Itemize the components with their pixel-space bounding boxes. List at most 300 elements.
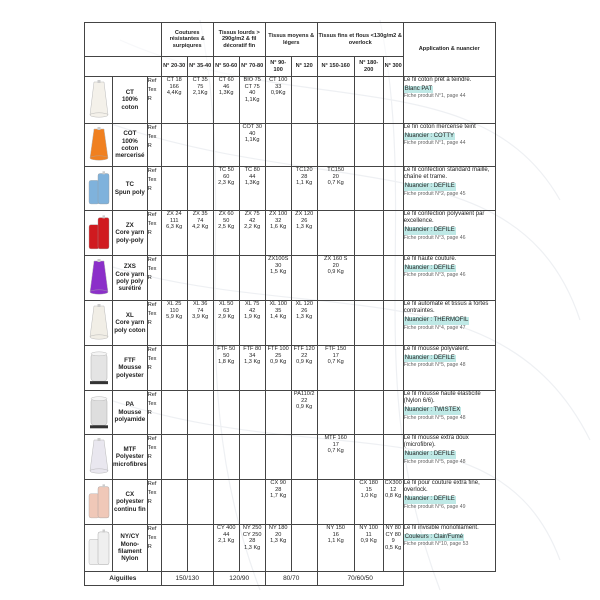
size-header: N° 120 <box>291 57 317 77</box>
spec-cell <box>383 211 403 256</box>
spec-cell <box>291 167 317 211</box>
spec-value: XL 25 <box>166 301 182 307</box>
size-header: N° 20-30 <box>161 57 187 77</box>
spec-value: 5,9 Kg <box>166 314 183 321</box>
nuancier-label: Nuancier : DEFILE <box>404 451 455 458</box>
spec-cell <box>354 301 383 346</box>
product-row <box>85 525 496 572</box>
spec-cell <box>265 256 291 301</box>
spec-value: 4,4Kg <box>166 90 182 97</box>
thread-spool-image <box>85 525 113 572</box>
product-name-line: Core yarn <box>115 319 145 327</box>
thread-spool-image <box>85 480 113 525</box>
spec-value: 1,3 Kg <box>270 538 287 545</box>
spec-cell <box>187 435 213 480</box>
spec-cell <box>161 391 187 435</box>
spec-value: 1,3Kg <box>244 180 260 187</box>
spec-cell <box>354 480 383 525</box>
product-name <box>113 256 148 301</box>
product-name <box>113 346 148 391</box>
spec-cell <box>383 301 403 346</box>
spec-value: NY 100 <box>359 525 378 531</box>
application-cell <box>403 77 495 124</box>
row-label: Tex <box>147 177 157 183</box>
product-name-line: polyester <box>116 371 144 379</box>
product-name-line: FTF <box>124 356 136 364</box>
spec-value: 1,1 Kg <box>327 538 344 545</box>
spec-value: CX 180 <box>359 480 379 486</box>
application-cell <box>403 391 495 435</box>
spec-value: 1,9 Kg <box>244 314 261 321</box>
spec-value: 2,1 Kg <box>218 538 235 545</box>
spec-value: 40 <box>249 130 256 137</box>
spec-value: ZX 75 <box>244 211 260 217</box>
product-name <box>113 301 148 346</box>
application-cell <box>403 435 495 480</box>
spec-value: 42 <box>249 307 256 314</box>
row-label: R <box>147 410 152 416</box>
spec-cell <box>265 346 291 391</box>
spec-value: 0,5 Kg <box>385 544 402 551</box>
row-label: Ref <box>147 526 157 532</box>
product-name-line: TC <box>125 181 134 189</box>
spec-value: XL 50 <box>218 301 234 307</box>
spec-cell <box>213 480 239 525</box>
spec-value: NY 150 <box>326 525 345 531</box>
product-name-line: COT <box>123 130 137 138</box>
spec-value: 26 <box>301 307 308 314</box>
spec-cell <box>213 124 239 167</box>
spec-value: 1,8 Kg <box>218 359 235 366</box>
spec-cell <box>383 77 403 124</box>
size-header: N° 35-40 <box>187 57 213 77</box>
row-labels <box>147 301 161 346</box>
spec-cell <box>317 77 354 124</box>
needle-size-value: 120/90 <box>213 572 265 586</box>
spec-value: 2,3 Kg <box>218 180 235 187</box>
spec-cell <box>265 167 291 211</box>
row-labels <box>147 167 161 211</box>
spec-value: 0,8 Kg <box>385 493 402 500</box>
spec-cell <box>213 525 239 572</box>
spec-value: 0,7 Kg <box>327 180 344 187</box>
spec-value: 6,3 Kg <box>166 224 183 231</box>
spec-cell <box>161 124 187 167</box>
footer-spacer <box>403 572 495 586</box>
spec-cell <box>265 211 291 256</box>
application-description: Le fil confection polyvalent par excellence. <box>403 211 485 225</box>
product-name-line: mercerisé <box>115 152 145 160</box>
spec-cell <box>161 301 187 346</box>
size-header: N° 180-200 <box>354 57 383 77</box>
application-description: Le fil mousse haute élasticité (Nylon 6/6). <box>403 391 481 405</box>
spec-value: 1,3 Kg <box>296 314 313 321</box>
spec-cell <box>317 211 354 256</box>
thread-product-table <box>84 22 496 586</box>
spec-value: 22 <box>301 397 308 404</box>
spec-value: 50 <box>223 217 230 224</box>
spec-cell <box>317 525 354 572</box>
spec-cell <box>265 435 291 480</box>
product-name-line: poly poly <box>116 278 144 285</box>
application-cell <box>403 167 495 211</box>
spec-cell <box>265 391 291 435</box>
spec-value: MTF 160 <box>324 435 347 441</box>
spec-cell <box>354 211 383 256</box>
spec-value: FTF 150 <box>325 346 347 352</box>
spec-value: CY 250 <box>242 531 262 538</box>
spec-cell <box>187 167 213 211</box>
spec-value: 17 <box>332 441 339 448</box>
nuancier-label: Nuancier : TWISTEX <box>404 407 461 414</box>
spec-cell <box>317 124 354 167</box>
spec-cell <box>187 124 213 167</box>
product-name-line: poly-poly <box>116 236 144 244</box>
spec-value: ZX 60 <box>218 211 234 217</box>
thread-spool-image <box>85 346 113 391</box>
spec-value: CT 100 <box>269 77 288 83</box>
spec-cell <box>187 77 213 124</box>
nuancier-label: Nuancier : DEFILE <box>404 227 455 234</box>
product-name-line: XL <box>125 311 134 319</box>
product-name <box>113 211 148 256</box>
spec-cell <box>383 391 403 435</box>
product-name-line: CT <box>125 88 134 96</box>
spec-cell <box>161 167 187 211</box>
application-description: Le fin coton mercerisé teint <box>403 124 476 130</box>
spec-value: ZX 100 <box>269 211 288 217</box>
spec-value: COT 30 <box>242 124 262 130</box>
spec-cell <box>265 525 291 572</box>
nuancier-label: Blanc PAT <box>404 86 433 93</box>
application-description: Le fil mousse polyvalent. <box>403 346 470 352</box>
application-description: Le fil confection standard maille, chaîne et trame. <box>403 167 490 181</box>
application-cell <box>403 124 495 167</box>
spec-value: 28 <box>249 538 256 545</box>
spec-cell <box>161 77 187 124</box>
spec-cell <box>265 480 291 525</box>
spec-value: 4,2 Kg <box>192 224 209 231</box>
spec-value: CY 400 <box>216 525 236 531</box>
row-label: Tex <box>147 490 157 496</box>
row-labels <box>147 525 161 572</box>
row-label: Tex <box>147 221 157 227</box>
spec-cell <box>291 346 317 391</box>
spec-value: 74 <box>197 217 204 224</box>
product-row <box>85 77 496 124</box>
spec-cell <box>161 346 187 391</box>
row-label: Tex <box>147 87 157 93</box>
row-label: R <box>147 143 152 149</box>
product-row <box>85 167 496 211</box>
thread-spool-image <box>85 77 113 124</box>
spec-value: 17 <box>332 352 339 359</box>
spec-cell <box>354 77 383 124</box>
application-description: Le fil coton prêt à teindre. <box>403 77 472 83</box>
row-label: R <box>147 96 152 102</box>
spec-cell <box>317 435 354 480</box>
spec-value: 30 <box>275 262 282 269</box>
spec-cell <box>265 124 291 167</box>
spec-value: ZX 35 <box>192 211 208 217</box>
spec-value: FTF 100 <box>267 346 289 352</box>
spec-cell <box>239 525 265 572</box>
fiche-produit-ref: Fiche produit N°6, page 49 <box>403 503 466 510</box>
size-header: N° 300 <box>383 57 403 77</box>
row-label: R <box>147 275 152 281</box>
thread-spool-image <box>85 391 113 435</box>
spec-value: ZX 160 S <box>324 256 348 262</box>
spec-cell <box>239 391 265 435</box>
spec-value: FTF 50 <box>217 346 236 352</box>
spec-value: 12 <box>390 486 397 493</box>
spec-value: ZX 24 <box>166 211 182 217</box>
group-header-tissus-moyens: Tissus moyens & légers <box>265 23 317 57</box>
header-spacer <box>85 23 162 57</box>
spec-value: TC120 <box>295 167 313 173</box>
spec-cell <box>383 480 403 525</box>
spec-value: 0,9Kg <box>270 90 286 97</box>
fiche-produit-ref: Fiche produit N°5, page 48 <box>403 414 466 421</box>
row-label: Ref <box>147 481 157 487</box>
spec-cell <box>161 525 187 572</box>
product-name-line: coton <box>121 103 139 111</box>
row-label: R <box>147 320 152 326</box>
spec-value: 0,9 Kg <box>296 404 313 411</box>
application-header: Application & nuancier <box>403 23 495 77</box>
spec-value: 1,1 Kg <box>296 180 313 187</box>
application-cell <box>403 301 495 346</box>
row-label: Tex <box>147 311 157 317</box>
spec-cell <box>239 301 265 346</box>
spec-value: 1,1Kg <box>244 96 260 103</box>
spec-value: 22 <box>301 352 308 359</box>
spec-cell <box>239 167 265 211</box>
product-row <box>85 391 496 435</box>
application-cell <box>403 256 495 301</box>
nuancier-label: Nuancier : DEFILE <box>404 183 455 190</box>
application-description: Le fil automate et tissus à fortes contraintes. <box>403 301 489 315</box>
spec-value: 2,2 Kg <box>244 224 261 231</box>
row-label: Tex <box>147 266 157 272</box>
spec-value: 42 <box>249 217 256 224</box>
product-row <box>85 480 496 525</box>
spec-cell <box>383 525 403 572</box>
application-description: Le fil pour couture extra fine, overlock. <box>403 480 480 494</box>
product-name <box>113 391 148 435</box>
product-name-line: NY/CY <box>120 533 140 541</box>
row-label: Tex <box>147 356 157 362</box>
size-header: N° 150-160 <box>317 57 354 77</box>
product-name-line: PA <box>125 401 134 409</box>
spec-value: 1,4 Kg <box>270 314 287 321</box>
spec-cell <box>187 301 213 346</box>
spec-cell <box>239 256 265 301</box>
spec-cell <box>239 435 265 480</box>
row-labels <box>147 77 161 124</box>
fiche-produit-ref: Fiche produit N°5, page 48 <box>403 458 466 465</box>
spec-value: CT 35 <box>192 77 208 83</box>
row-label: R <box>147 454 152 460</box>
spec-value: 1,5 Kg <box>270 269 287 276</box>
spec-value: 11 <box>365 531 372 538</box>
size-header: N° 90-100 <box>265 57 291 77</box>
row-label: Ref <box>147 212 157 218</box>
needle-size-value: 150/130 <box>161 572 213 586</box>
spec-value: 9 <box>391 538 395 545</box>
spec-value: 2,9 Kg <box>218 314 235 321</box>
spec-cell <box>213 211 239 256</box>
needle-label: Aiguilles <box>85 572 162 586</box>
size-header: N° 70-80 <box>239 57 265 77</box>
spec-cell <box>317 346 354 391</box>
spec-value: 111 <box>169 217 179 224</box>
spec-value: PA110/2 <box>293 391 315 397</box>
needle-size-value: 80/70 <box>265 572 317 586</box>
product-name-line: poly coton <box>114 326 146 334</box>
spec-value: 0,7 Kg <box>327 359 344 366</box>
fiche-produit-ref: Fiche produit N°3, page 46 <box>403 234 466 241</box>
spec-cell <box>265 77 291 124</box>
spec-cell <box>383 256 403 301</box>
product-name-line: MTF <box>123 445 137 453</box>
spec-cell <box>354 435 383 480</box>
fiche-produit-ref: Fiche produit N°5, page 48 <box>403 362 466 369</box>
spec-value: 3,9 Kg <box>192 314 209 321</box>
spec-value: 1,7 Kg <box>270 493 287 500</box>
spec-value: XL 120 <box>295 301 313 307</box>
spec-cell <box>161 211 187 256</box>
spec-cell <box>291 525 317 572</box>
spec-value: CT 60 <box>218 77 234 83</box>
row-label: R <box>147 499 152 505</box>
spec-value: 28 <box>301 173 308 180</box>
spec-cell <box>213 346 239 391</box>
nuancier-label: Nuancier : DEFILE <box>404 355 455 362</box>
spec-value: 46 <box>223 83 230 90</box>
thread-spool-image <box>85 167 113 211</box>
spec-cell <box>317 256 354 301</box>
thread-spool-image <box>85 301 113 346</box>
spec-value: 1,1Kg <box>244 137 260 144</box>
row-label: Ref <box>147 125 157 131</box>
spec-value: 63 <box>223 307 230 314</box>
spec-value: 110 <box>169 307 179 314</box>
row-labels <box>147 124 161 167</box>
spec-value: 0,9 Kg <box>270 359 287 366</box>
row-label: Ref <box>147 347 157 353</box>
spec-cell <box>213 301 239 346</box>
spec-value: 75 <box>197 83 204 90</box>
spec-value: 166 <box>169 83 179 90</box>
product-name-line: ZXS <box>123 263 136 271</box>
spec-value: 0,9 Kg <box>296 359 313 366</box>
spec-value: CX300 <box>384 480 402 486</box>
fiche-produit-ref: Fiche produit N°3, page 46 <box>403 272 466 279</box>
spec-value: ZX 120 <box>295 211 314 217</box>
spec-value: 44 <box>223 531 230 538</box>
spec-cell <box>239 124 265 167</box>
spec-value: 74 <box>197 307 204 314</box>
spec-cell <box>291 480 317 525</box>
spec-value: TC 50 <box>218 167 234 173</box>
product-name <box>113 77 148 124</box>
spec-value: NY 180 <box>268 525 288 531</box>
spec-cell <box>239 480 265 525</box>
nuancier-label: Nuancier : COTTY <box>404 133 455 140</box>
spec-value: CY 80 <box>385 531 401 538</box>
spec-cell <box>187 211 213 256</box>
row-label: Tex <box>147 445 157 451</box>
spec-cell <box>317 167 354 211</box>
fiche-produit-ref: Fiche produit N°2, page 45 <box>403 190 466 197</box>
spec-value: 1,3Kg <box>218 90 234 97</box>
spec-value: CT 75 <box>244 83 260 90</box>
spec-cell <box>187 346 213 391</box>
product-name <box>113 435 148 480</box>
spec-value: FTF 120 <box>293 346 315 352</box>
spec-cell <box>291 211 317 256</box>
spec-value: 1,3 Kg <box>244 544 261 551</box>
spec-cell <box>161 435 187 480</box>
product-name <box>113 480 148 525</box>
application-cell <box>403 525 495 572</box>
product-row <box>85 256 496 301</box>
spec-value: 0,9 Kg <box>327 269 344 276</box>
spec-cell <box>265 301 291 346</box>
spec-value: NY 250 <box>242 525 262 531</box>
product-name <box>113 167 148 211</box>
row-label: Ref <box>147 168 157 174</box>
application-cell <box>403 211 495 256</box>
spec-cell <box>383 346 403 391</box>
spec-value: BIO 75 <box>243 77 261 83</box>
product-name-line: continu fin <box>114 505 146 513</box>
spec-value: 20 <box>332 173 339 180</box>
spec-cell <box>187 256 213 301</box>
spec-value: 28 <box>275 486 282 493</box>
spec-value: 60 <box>223 173 230 180</box>
spec-cell <box>213 391 239 435</box>
spec-cell <box>187 391 213 435</box>
spec-value: 15 <box>365 486 372 493</box>
spec-value: 44 <box>249 173 256 180</box>
product-row <box>85 124 496 167</box>
product-name-line: Nylon <box>121 555 139 563</box>
row-labels <box>147 346 161 391</box>
needle-footer-row <box>85 572 496 586</box>
spec-value: 20 <box>275 531 282 538</box>
spec-cell <box>213 256 239 301</box>
product-name-line: Core yarn <box>115 270 145 278</box>
fiche-produit-ref: Fiche produit N°1, page 44 <box>403 140 466 147</box>
spec-cell <box>383 167 403 211</box>
spec-cell <box>239 77 265 124</box>
row-labels <box>147 256 161 301</box>
nuancier-label: Nuancier : DEFILE <box>404 496 455 503</box>
spec-cell <box>291 435 317 480</box>
row-label: Tex <box>147 401 157 407</box>
spec-value: XL 100 <box>269 301 287 307</box>
thread-spool-image <box>85 435 113 480</box>
spec-cell <box>317 480 354 525</box>
product-name-line: polyamide <box>114 416 146 424</box>
product-name-line: polyester <box>116 498 144 506</box>
product-name-line: surétiré <box>118 285 142 293</box>
spec-cell <box>354 525 383 572</box>
group-header-tissus-lourds: Tissus lourds > 290g/m2 & fil décoratif fin <box>213 23 265 57</box>
spec-value: 0,9 Kg <box>360 538 377 545</box>
